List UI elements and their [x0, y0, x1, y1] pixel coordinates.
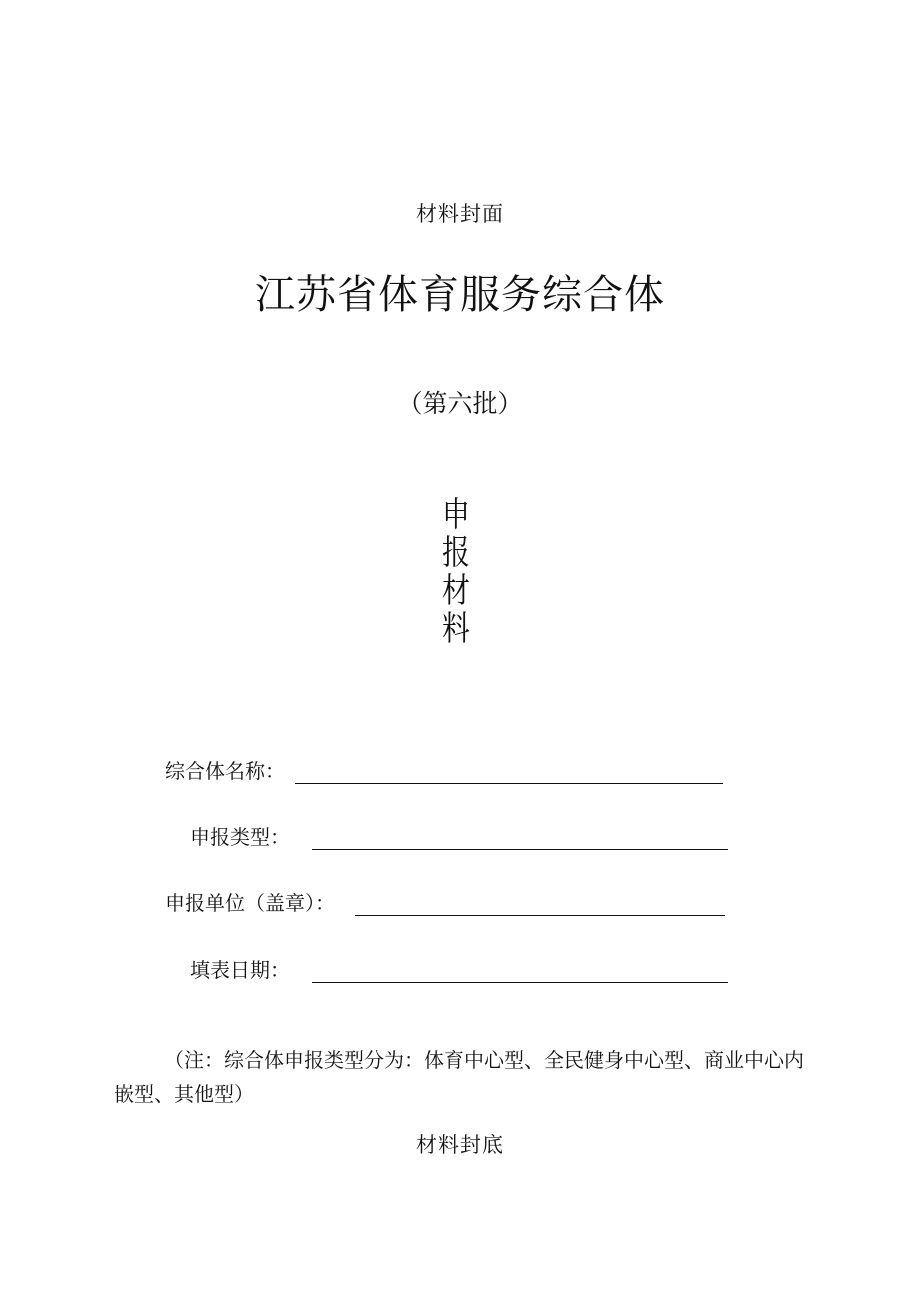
- vertical-title-char: 材: [442, 571, 470, 611]
- applicant-unit-blank[interactable]: [355, 895, 725, 916]
- vertical-title-char: 报: [442, 533, 470, 573]
- fill-date-label: 填表日期：: [190, 958, 290, 982]
- complex-name-field: [165, 758, 723, 784]
- complex-name-blank[interactable]: [295, 763, 723, 784]
- application-type-field: [190, 824, 728, 850]
- cover-label: 材料封面: [416, 202, 504, 226]
- applicant-unit-label: 申报单位（盖章）：: [165, 891, 335, 915]
- vertical-title-char: 料: [442, 609, 470, 649]
- note-text: （注：综合体申报类型分为：体育中心型、全民健身中心型、商业中心内嵌型、其他型）: [114, 1048, 804, 1106]
- main-title: 江苏省体育服务综合体: [255, 272, 665, 318]
- application-type-blank[interactable]: [312, 829, 728, 850]
- vertical-title-char: 申: [442, 495, 470, 535]
- batch-label: （第六批）: [397, 389, 523, 418]
- applicant-unit-field: [165, 890, 725, 916]
- back-cover-label: 材料封底: [416, 1133, 504, 1157]
- complex-name-label: 综合体名称：: [165, 759, 285, 783]
- vertical-title: [434, 496, 478, 648]
- fill-date-field: [190, 957, 728, 983]
- fill-date-blank[interactable]: [312, 962, 728, 983]
- application-type-label: 申报类型：: [190, 825, 290, 849]
